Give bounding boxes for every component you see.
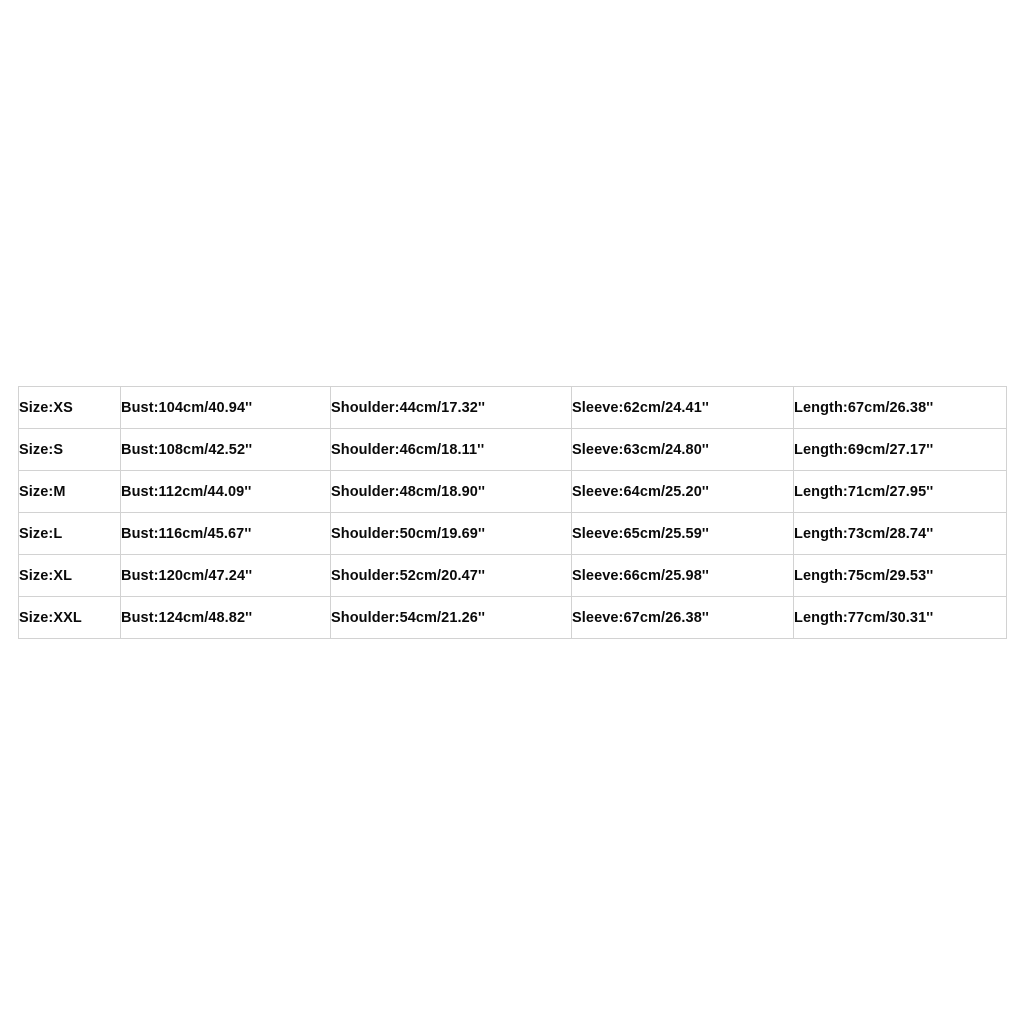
- cell-sleeve: Sleeve:64cm/25.20'': [572, 471, 794, 513]
- cell-shoulder: Shoulder:50cm/19.69'': [331, 513, 572, 555]
- table-row: [19, 555, 1007, 597]
- cell-size: Size:M: [19, 471, 121, 513]
- size-chart-table: [18, 386, 1007, 639]
- cell-sleeve: Sleeve:65cm/25.59'': [572, 513, 794, 555]
- cell-sleeve: Sleeve:66cm/25.98'': [572, 555, 794, 597]
- cell-shoulder: Shoulder:48cm/18.90'': [331, 471, 572, 513]
- cell-shoulder: Shoulder:44cm/17.32'': [331, 387, 572, 429]
- cell-length: Length:67cm/26.38'': [794, 387, 1007, 429]
- cell-size: Size:XXL: [19, 597, 121, 639]
- cell-length: Length:69cm/27.17'': [794, 429, 1007, 471]
- cell-bust: Bust:116cm/45.67'': [121, 513, 331, 555]
- table-row: [19, 597, 1007, 639]
- cell-length: Length:75cm/29.53'': [794, 555, 1007, 597]
- cell-length: Length:71cm/27.95'': [794, 471, 1007, 513]
- cell-size: Size:XS: [19, 387, 121, 429]
- cell-sleeve: Sleeve:62cm/24.41'': [572, 387, 794, 429]
- cell-bust: Bust:108cm/42.52'': [121, 429, 331, 471]
- cell-bust: Bust:124cm/48.82'': [121, 597, 331, 639]
- cell-sleeve: Sleeve:63cm/24.80'': [572, 429, 794, 471]
- cell-length: Length:73cm/28.74'': [794, 513, 1007, 555]
- cell-bust: Bust:104cm/40.94'': [121, 387, 331, 429]
- cell-shoulder: Shoulder:52cm/20.47'': [331, 555, 572, 597]
- table-row: [19, 513, 1007, 555]
- table-row: [19, 429, 1007, 471]
- cell-sleeve: Sleeve:67cm/26.38'': [572, 597, 794, 639]
- cell-shoulder: Shoulder:54cm/21.26'': [331, 597, 572, 639]
- cell-size: Size:S: [19, 429, 121, 471]
- cell-bust: Bust:120cm/47.24'': [121, 555, 331, 597]
- cell-size: Size:L: [19, 513, 121, 555]
- cell-size: Size:XL: [19, 555, 121, 597]
- table-row: [19, 387, 1007, 429]
- cell-shoulder: Shoulder:46cm/18.11'': [331, 429, 572, 471]
- size-chart-container: [18, 386, 1006, 639]
- cell-length: Length:77cm/30.31'': [794, 597, 1007, 639]
- cell-bust: Bust:112cm/44.09'': [121, 471, 331, 513]
- table-row: [19, 471, 1007, 513]
